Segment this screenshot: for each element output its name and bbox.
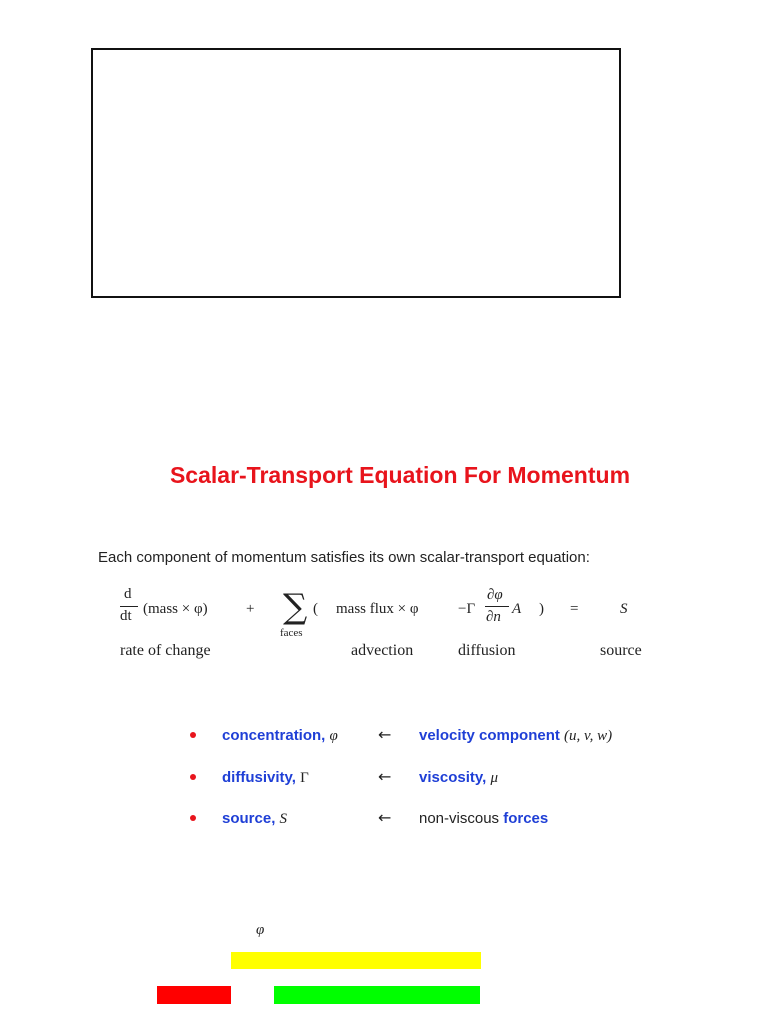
d-numerator: d bbox=[124, 586, 132, 602]
target-label: forces bbox=[503, 810, 549, 827]
d-fraction-bar bbox=[120, 606, 138, 607]
term-symbol: S bbox=[279, 811, 288, 827]
flux-term: mass flux × φ bbox=[336, 601, 419, 617]
left-arrow-icon: ← bbox=[378, 767, 392, 786]
term-symbol: Γ bbox=[300, 770, 309, 786]
phi-symbol: φ bbox=[256, 922, 265, 938]
mapping-term bbox=[222, 769, 309, 787]
label-diffusion: diffusion bbox=[458, 642, 516, 659]
open-paren: ( bbox=[313, 601, 318, 617]
target-symbol: μ bbox=[490, 770, 498, 786]
slide-title: Scalar-Transport Equation For Momentum bbox=[169, 462, 631, 488]
d-denominator: dt bbox=[120, 608, 132, 624]
term-label: diffusivity, bbox=[222, 769, 296, 786]
minus-gamma: −Γ bbox=[458, 601, 476, 617]
target-symbol: (u, v, w) bbox=[564, 728, 613, 744]
mapping-target bbox=[419, 769, 498, 787]
highlight-bar-green bbox=[274, 986, 480, 1004]
highlight-bar-red bbox=[157, 986, 231, 1004]
close-paren: ) bbox=[539, 601, 544, 617]
target-plain: non-viscous bbox=[419, 810, 504, 827]
intro-text: Each component of momentum satisfies its own scalar-transport equation: bbox=[98, 549, 590, 566]
mapping-target bbox=[419, 810, 548, 827]
bullet-dot bbox=[190, 774, 196, 780]
plus-sign: + bbox=[246, 601, 255, 617]
area-symbol: A bbox=[512, 601, 522, 617]
label-rate: rate of change bbox=[120, 642, 211, 659]
diffusion-fraction-bar bbox=[485, 606, 509, 607]
highlight-bar-yellow bbox=[231, 952, 481, 969]
left-arrow-icon: ← bbox=[378, 725, 392, 744]
term-label: concentration, bbox=[222, 727, 326, 744]
equals-sign: = bbox=[570, 601, 579, 617]
label-source: source bbox=[600, 642, 642, 659]
summation-sign: ∑ bbox=[283, 587, 308, 627]
source-symbol: S bbox=[620, 601, 628, 617]
target-label: velocity component bbox=[419, 727, 560, 744]
label-advection: advection bbox=[351, 642, 414, 659]
mapping-term bbox=[222, 727, 338, 745]
mapping-term bbox=[222, 810, 287, 828]
mapping-target bbox=[419, 727, 612, 745]
term-label: source, bbox=[222, 810, 276, 827]
faces-label: faces bbox=[280, 627, 303, 639]
bullet-dot bbox=[190, 732, 196, 738]
dphi: ∂φ bbox=[487, 587, 503, 603]
dn: ∂n bbox=[486, 609, 501, 625]
bullet-dot bbox=[190, 815, 196, 821]
target-label: viscosity, bbox=[419, 769, 487, 786]
left-arrow-icon: ← bbox=[378, 808, 392, 827]
term-symbol: φ bbox=[329, 728, 338, 744]
mass-term: (mass × φ) bbox=[143, 601, 208, 617]
